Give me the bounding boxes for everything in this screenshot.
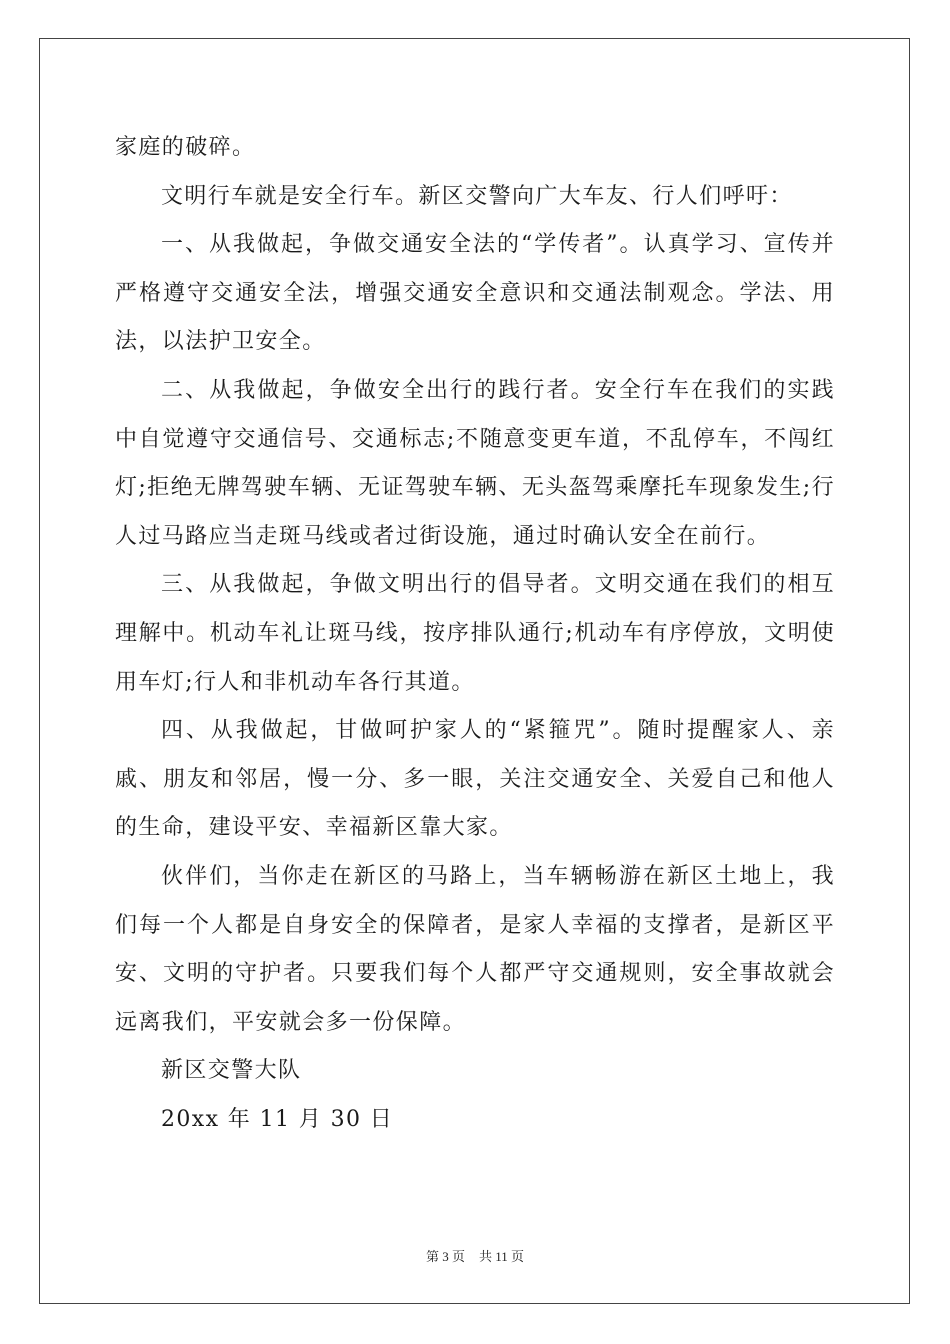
paragraph-item-3: 三、从我做起，争做文明出行的倡导者。文明交通在我们的相互理解中。机动车礼让斑马线，按序排队通行;机动车有序停放，文明使用车灯;行人和非机动车各行其道。: [115, 572, 835, 695]
paragraph-item-4: 四、从我做起，甘做呵护家人的“紧箍咒”。随时提醒家人、亲戚、朋友和邻居，慢一分、多一眼，关注交通安全、关爱自己和他人的生命，建设平安、幸福新区靠大家。: [115, 718, 835, 841]
paragraph-closing: 伙伴们，当你走在新区的马路上，当车辆畅游在新区土地上，我们每一个人都是自身安全的保障者，是家人幸福的支撑者，是新区平安、文明的守护者。只要我们每个人都严守交通规则，安全事故就会远离我们，平安就会多一份保障。: [115, 863, 835, 1035]
paragraph-intro: 文明行车就是安全行车。新区交警向广大车友、行人们呼吁：: [161, 183, 793, 209]
page-footer: [0, 1246, 950, 1265]
signature-date: 20xx 年 11 月 30 日: [161, 1106, 394, 1132]
document-body: [115, 124, 835, 1144]
paragraph-item-1: 一、从我做起，争做交通安全法的“学传者”。认真学习、宣传并严格遵守交通安全法，增强交通安全意识和交通法制观念。学法、用法，以法护卫安全。: [115, 232, 835, 355]
page-total: 共 11 页: [478, 1249, 525, 1264]
page-number: 第 3 页: [425, 1249, 465, 1264]
signature-organization: 新区交警大队: [161, 1058, 302, 1084]
paragraph-item-2: 二、从我做起，争做安全出行的践行者。安全行车在我们的实践中自觉遵守交通信号、交通标志;不随意变更车道，不乱停车，不闯红灯;拒绝无牌驾驶车辆、无证驾驶车辆、无头盔驾乘摩托车现象发生;行人过马路应当走斑马线或者过街设施，通过时确认安全在前行。: [115, 377, 835, 549]
paragraph-continuation: 家庭的破碎。: [115, 135, 256, 160]
